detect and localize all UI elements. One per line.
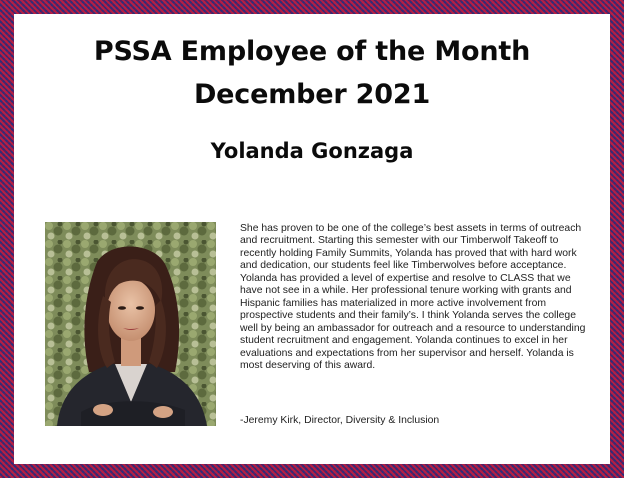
- signature-line: -Jeremy Kirk, Director, Diversity & Inclusion: [240, 415, 440, 426]
- page-subtitle-date: December 2021: [193, 79, 431, 110]
- award-description: She has proven to be one of the college’s best assets in terms of outreach and recruitment. Starting this semester with our Timberwolf Takeoff to recently holding Family Summits, Yolanda has proved that with hard work and dedication, our students feel like Timberwolves before acceptance. Yolanda has provided a level of expertise and resolve to CLASS that we have not see in a while. Her professional tenure working with grants and Hispanic families has materialized in more active involvement from prospective students and their family’s. I think Yolanda serves the college well by being an ambassador for outreach and a resource to understanding student recruitment and engagement. Yolanda continues to excel in her evaluations and expectations from her supervisor and herself. Yolanda is most deserving of this award.: [240, 223, 586, 371]
- honoree-photo: [45, 222, 216, 426]
- page-title: PSSA Employee of the Month: [93, 36, 531, 67]
- honoree-name: Yolanda Gonzaga: [210, 139, 414, 163]
- award-card: [14, 14, 610, 464]
